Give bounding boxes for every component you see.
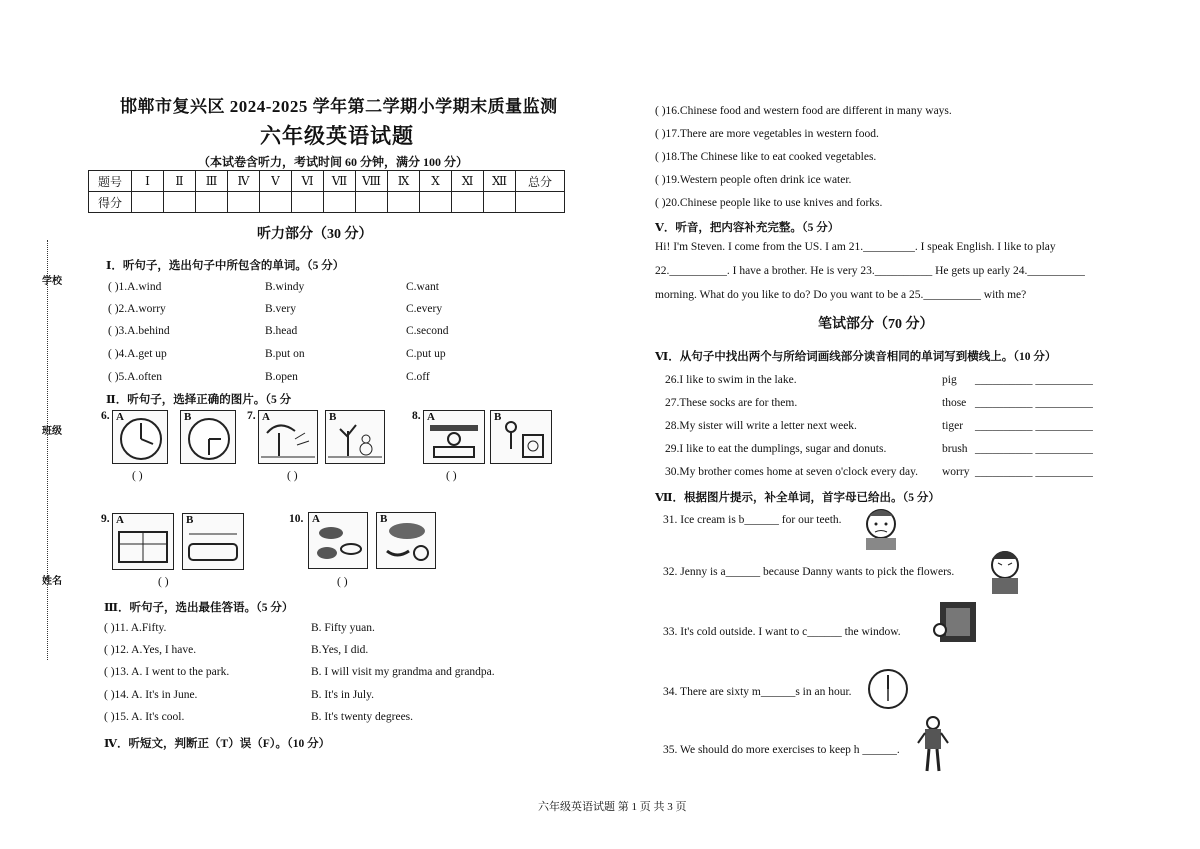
q6-number: 6. [101,410,110,422]
side-label-name: 姓名 [42,576,62,587]
sec6-sentence: 27.These socks are for them. [665,397,798,409]
option-label: A [116,411,124,423]
sec6-sentence: 28.My sister will write a letter next week. [665,420,857,432]
sec1-option-c: C.off [406,371,430,383]
sec1-option-c: C.every [406,303,443,315]
page-footer: 六年级英语试题 第 1 页 共 3 页 [538,801,687,813]
q10-picture-b [376,512,436,569]
sec6-word: worry [942,466,970,478]
sec1-option-c: C.second [406,325,449,337]
side-label-class: 班级 [42,426,62,437]
exam-note: （本试卷含听力，考试时间 60 分钟，满分 100 分） [198,155,469,169]
sec6-word: tiger [942,420,964,432]
score-cell: 题号 [89,171,132,192]
sec1-option-a: ( )1.A.wind [108,281,162,293]
sec7-item: 35. We should do more exercises to keep h ______. [663,744,900,756]
sec7-item: 32. Jenny is a______ because Danny wants to pick the flowers. [663,566,955,578]
score-row-label: 得分 [89,192,132,213]
sec3-option-b: B. It's in July. [311,689,374,701]
score-header-row [89,171,565,192]
sec3-option-b: B. Fifty yuan. [311,622,375,634]
answer-blank[interactable]: ( ) [158,576,169,588]
tf-item: ( )16.Chinese food and western food are different in many ways. [655,105,952,117]
score-cell: Ⅻ [484,171,516,192]
angry-girl-icon [980,545,1030,595]
q9-number: 9. [101,513,110,525]
exercise-man-icon [916,715,950,773]
option-label: A [116,514,124,526]
clock-icon [866,667,910,711]
answer-blank[interactable]: __________ __________ [975,397,1093,409]
option-label: B [494,411,502,423]
sec3-option-b: B. I will visit my grandma and grandpa. [311,666,495,678]
q7-number: 7. [247,410,256,422]
score-cell: Ⅴ [260,171,292,192]
answer-blank[interactable]: __________ __________ [975,420,1093,432]
sec4-heading: Ⅳ．听短文，判断正（T）误（F）。（10 分） [104,738,331,750]
sec3-heading: Ⅲ．听句子，选出最佳答语。（5 分） [104,602,294,614]
answer-blank[interactable]: __________ __________ [975,443,1093,455]
sec5-line: Hi! I'm Steven. I come from the US. I am 21._________. I speak English. I like to play [655,241,1056,253]
tf-item: ( )17.There are more vegetables in western food. [655,128,879,140]
sec6-word: brush [942,443,968,455]
option-label: B [329,411,337,423]
sec3-option-a: ( )15. A. It's cool. [104,711,185,723]
sec1-option-b: B.head [265,325,298,337]
score-cell: Ⅺ [452,171,484,192]
q9-picture-a [112,513,174,570]
sec2-heading: Ⅱ．听句子，选择正确的图片。（5 分 [106,394,292,406]
sec1-option-b: B.very [265,303,296,315]
sec6-sentence: 30.My brother comes home at seven o'clock every day. [665,466,918,478]
sec5-heading: Ⅴ．听音，把内容补充完整。（5 分） [655,222,840,234]
q9-picture-b [182,513,244,570]
sec6-word: those [942,397,967,409]
tf-item: ( )20.Chinese people like to use knives and forks. [655,197,883,209]
sec3-option-b: B.Yes, I did. [311,644,369,656]
option-label: A [427,411,435,423]
option-label: B [380,513,388,525]
sec6-sentence: 26.I like to swim in the lake. [665,374,797,386]
sec1-option-a: ( )3.A.behind [108,325,170,337]
score-cell: Ⅳ [228,171,260,192]
sec7-item: 34. There are sixty m______s in an hour. [663,686,852,698]
exam-subject: 六年级英语试题 [260,124,414,148]
score-cell: Ⅸ [388,171,420,192]
sec1-option-b: B.put on [265,348,305,360]
window-icon [930,600,980,650]
sec1-option-c: C.put up [406,348,446,360]
option-label: B [184,411,192,423]
sec6-heading: Ⅵ．从句子中找出两个与所给词画线部分读音相同的单词写到横线上。（10 分） [655,351,1057,363]
sec1-option-b: B.open [265,371,298,383]
sec5-line: 22.__________. I have a brother. He is very 23.__________ He gets up early 24.__________ [655,265,1085,277]
binding-line [47,240,48,660]
sec7-item: 31. Ice cream is b______ for our teeth. [663,514,842,526]
score-cell: Ⅷ [356,171,388,192]
sec3-option-a: ( )12. A.Yes, I have. [104,644,197,656]
sec1-option-a: ( )5.A.often [108,371,162,383]
listening-title: 听力部分（30 分） [257,227,373,242]
score-cell: Ⅵ [292,171,324,192]
sec3-option-a: ( )14. A. It's in June. [104,689,198,701]
answer-blank[interactable]: ( ) [446,470,457,482]
sec6-word: pig [942,374,957,386]
sec5-line: morning. What do you like to do? Do you want to be a 25.__________ with me? [655,289,1027,301]
answer-blank[interactable]: ( ) [287,470,298,482]
sec6-sentence: 29.I like to eat the dumplings, sugar and donuts. [665,443,887,455]
score-cell: Ⅹ [420,171,452,192]
answer-blank[interactable]: __________ __________ [975,466,1093,478]
answer-blank[interactable]: ( ) [337,576,348,588]
sec3-option-a: ( )11. A.Fifty. [104,622,167,634]
tf-item: ( )18.The Chinese like to eat cooked vegetables. [655,151,877,163]
score-cell: Ⅶ [324,171,356,192]
q6-picture-b [180,410,236,464]
option-label: A [262,411,270,423]
q8-number: 8. [412,410,421,422]
q8-picture-b [490,410,552,464]
score-cell: Ⅲ [196,171,228,192]
q6-picture-a [112,410,168,464]
written-title: 笔试部分（70 分） [818,317,934,332]
side-label-school: 学校 [42,276,62,287]
q10-number: 10. [289,513,304,525]
score-cell: 总分 [516,171,565,192]
option-label: B [186,514,194,526]
sec1-option-b: B.windy [265,281,305,293]
sec1-option-a: ( )4.A.get up [108,348,167,360]
score-value-row [89,192,565,213]
q7-picture-b [325,410,385,464]
toothache-boy-icon [860,504,902,552]
sec3-option-a: ( )13. A. I went to the park. [104,666,230,678]
sec1-option-c: C.want [406,281,439,293]
q7-picture-a [258,410,318,464]
sec1-heading: Ⅰ．听句子，选出句子中所包含的单词。（5 分） [106,260,345,272]
answer-blank[interactable]: ( ) [132,470,143,482]
tf-item: ( )19.Western people often drink ice water. [655,174,852,186]
sec3-option-b: B. It's twenty degrees. [311,711,414,723]
q8-picture-a [423,410,485,464]
score-cell: Ⅱ [164,171,196,192]
option-label: A [312,513,320,525]
sec7-item: 33. It's cold outside. I want to c______ the window. [663,626,901,638]
sec1-option-a: ( )2.A.worry [108,303,166,315]
q10-picture-a [308,512,368,569]
score-table [88,170,565,213]
exam-title: 邯郸市复兴区 2024-2025 学年第二学期小学期末质量监测 [120,97,558,116]
score-cell: Ⅰ [132,171,164,192]
answer-blank[interactable]: __________ __________ [975,374,1093,386]
sec7-heading: Ⅶ．根据图片提示，补全单词，首字母已给出。（5 分） [655,492,940,504]
